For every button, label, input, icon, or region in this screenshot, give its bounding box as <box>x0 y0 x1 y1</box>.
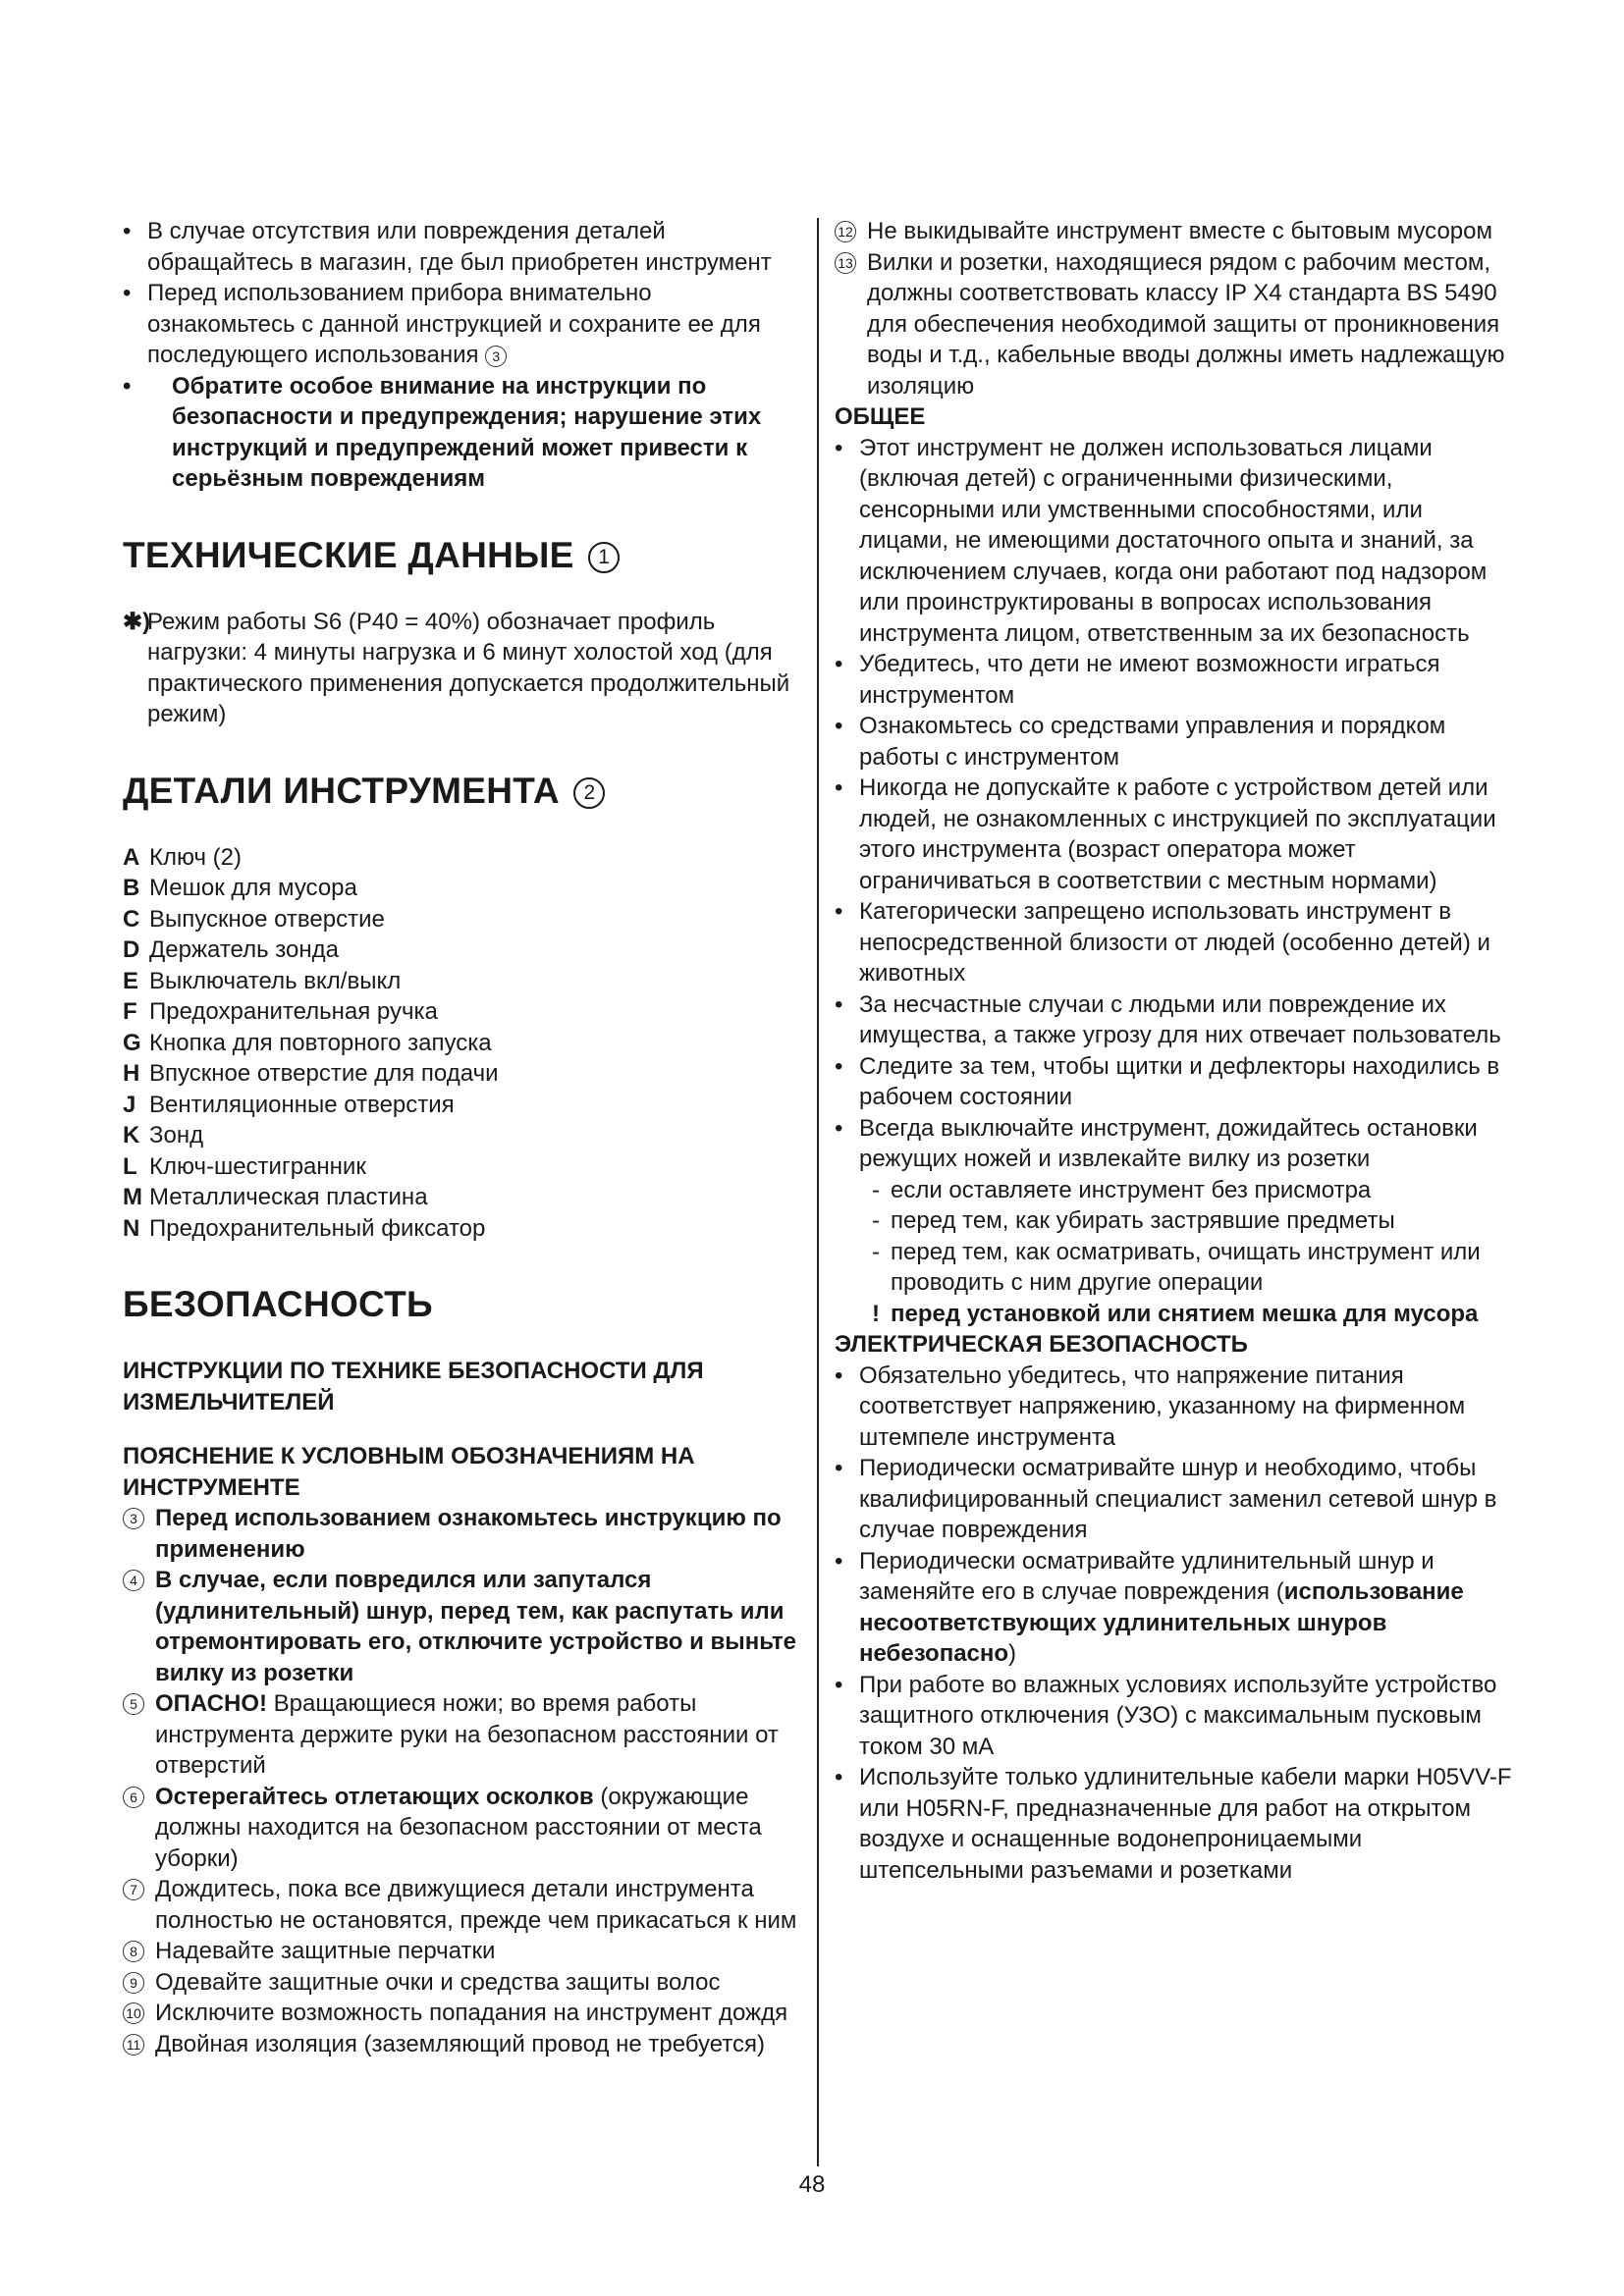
electric-bullet: • При работе во влажных условиях используйте устройство защитного отключения (УЗО) с максимальным пусковым током 30 мА <box>835 1670 1512 1763</box>
right-column <box>835 216 1512 1886</box>
symbol-10-item: 10 Исключите возможность попадания на инструмент дождя <box>123 1998 800 2029</box>
page-number: 48 <box>798 2171 826 2198</box>
part-item: A Ключ (2) <box>123 843 242 871</box>
symbol-9-item: 9 Одевайте защитные очки и средства защиты волос <box>123 1967 800 1999</box>
column-divider <box>817 218 819 2166</box>
general-warning-item: ! перед установкой или снятием мешка для мусора <box>835 1299 1512 1330</box>
general-dash-item: - перед тем, как осматривать, очищать инструмент или проводить с ним другие операции <box>835 1237 1512 1299</box>
part-item: H Впускное отверстие для подачи <box>123 1060 499 1087</box>
general-bullet: • Всегда выключайте инструмент, дожидайтесь остановки режущих ножей и извлекайте вилку из розетки <box>835 1113 1512 1175</box>
intro-bullet-read-manual: • Перед использованием прибора внимательно ознакомьтесь с данной инструкцией и сохраните ее для последующего использования 3 <box>123 278 800 371</box>
tech-data-note: ✱) Режим работы S6 (P40 = 40%) обозначает профиль нагрузки: 4 минуты нагрузка и 6 минут холостой ход (для практического применения допускается продолжительный режим) <box>123 608 790 727</box>
symbol-6-item: 6 Остерегайтесь отлетающих осколков (окружающие должны находится на безопасном расстоянии от места уборки) <box>123 1782 800 1875</box>
intro-bullet-safety-warning: • Обратите особое внимание на инструкции по безопасности и предупреждения; нарушение этих инструкций и предупреждений может привести к серьёзным повреждениям <box>123 371 800 495</box>
symbol-12-item: 12 Не выкидывайте инструмент вместе с бытовым мусором <box>835 216 1512 247</box>
symbol-8-item: 8 Надевайте защитные перчатки <box>123 1936 800 1967</box>
symbol-4-icon: 4 <box>123 1570 144 1591</box>
electric-bullet: • Периодически осматривайте шнур и необходимо, чтобы квалифицированный специалист заменил сетевой шнур в случае повреждения <box>835 1453 1512 1546</box>
part-item: D Держатель зонда <box>123 936 339 963</box>
symbol-13-item: 13 Вилки и розетки, находящиеся рядом с рабочим местом, должны соответствовать классу IP X4 стандарта BS 5490 для обеспечения необходимой защиты от проникновения воды и т.д., кабельные вводы должны иметь надлежащую изоляцию <box>835 247 1512 402</box>
part-item: F Предохранительная ручка <box>123 998 438 1025</box>
part-item: K Зонд <box>123 1122 204 1148</box>
part-item: G Кнопка для повторного запуска <box>123 1029 492 1056</box>
parts-ref: 2 <box>573 777 605 809</box>
general-bullet: • Никогда не допускайте к работе с устройством детей или людей, не ознакомленных с инструкцией по эксплуатации этого инструмента (возраст оператора может ограничиваться в соответствии с местным нормами) <box>835 773 1512 896</box>
part-item: J Вентиляционные отверстия <box>123 1091 455 1118</box>
symbol-5-item: 5 ОПАСНО! Вращающиеся ножи; во время работы инструмента держите руки на безопасном расстоянии от отверстий <box>123 1688 800 1782</box>
general-bullet: • Убедитесь, что дети не имеют возможности играться инструментом <box>835 649 1512 711</box>
electric-safety-heading: ЭЛЕКТРИЧЕСКАЯ БЕЗОПАСНОСТЬ <box>835 1331 1248 1358</box>
symbol-11-icon: 11 <box>123 2034 144 2056</box>
left-column <box>123 216 800 2059</box>
parts-heading: ДЕТАЛИ ИНСТРУМЕНТА 2 <box>123 770 800 813</box>
symbol-6-icon: 6 <box>123 1787 144 1808</box>
symbol-7-icon: 7 <box>123 1879 144 1900</box>
symbol-3-item: 3 Перед использованием ознакомьтесь инструкцию по применению <box>123 1503 800 1565</box>
part-item: M Металлическая пластина <box>123 1184 428 1210</box>
symbol-7-item: 7 Дождитесь, пока все движущиеся детали инструмента полностью не остановятся, прежде чем прикасаться к ним <box>123 1874 800 1936</box>
symbol-3-icon: 3 <box>123 1508 144 1529</box>
general-bullet: • За несчастные случаи с людьми или повреждение их имущества, а также угрозу для них отвечает пользователь <box>835 989 1512 1051</box>
symbol-11-item: 11 Двойная изоляция (заземляющий провод не требуется) <box>123 2029 800 2060</box>
general-bullet: • Следите за тем, чтобы щитки и дефлекторы находились в рабочем состоянии <box>835 1051 1512 1113</box>
general-bullet: • Категорически запрещено использовать инструмент в непосредственной близости от людей (особенно детей) и животных <box>835 896 1512 989</box>
asterisk-icon: ✱) <box>123 608 151 635</box>
symbol-13-icon: 13 <box>835 252 856 274</box>
general-bullet: • Ознакомьтесь со средствами управления и порядком работы с инструментом <box>835 711 1512 773</box>
intro-bullet-missing-parts: • В случае отсутствия или повреждения деталей обращайтесь в магазин, где был приобретен инструмент <box>123 216 800 278</box>
symbol-5-icon: 5 <box>123 1693 144 1715</box>
electric-bullet-extension: • Периодически осматривайте удлинительный шнур и заменяйте его в случае повреждения (использование несоответствующих удлинительных шнуров небезопасно) <box>835 1546 1512 1670</box>
part-item: E Выключатель вкл/выкл <box>123 967 402 994</box>
general-bullet: • Этот инструмент не должен использоваться лицами (включая детей) с ограниченными физическими, сенсорными или умственными способностями, или лицами, не имеющими достаточного опыта и знаний, за исключением случаев, когда они работают под надзором или проинструктированы в вопросах использования инструмента лицом, ответственным за их безопасность <box>835 433 1512 650</box>
symbol-4-item: 4 В случае, если повредился или запутался (удлинительный) шнур, перед тем, как распутать или отремонтировать его, отключите устройство и выньте вилку из розетки <box>123 1565 800 1688</box>
electric-bullet: • Используйте только удлинительные кабели марки H05VV-F или H05RN-F, предназначенные для работ на открытом воздухе и оснащенные водонепроницаемыми штепсельными разъемами и розетками <box>835 1762 1512 1886</box>
parts-list <box>123 842 800 1245</box>
general-heading: ОБЩЕЕ <box>835 403 926 430</box>
general-dash-item: - если оставляете инструмент без присмотра <box>835 1175 1512 1206</box>
symbol-ref-3: 3 <box>485 346 507 367</box>
tech-data-heading: ТЕХНИЧЕСКИЕ ДАННЫЕ 1 <box>123 534 800 577</box>
safety-heading: БЕЗОПАСНОСТЬ <box>123 1284 433 1324</box>
part-item: L Ключ-шестигранник <box>123 1152 366 1180</box>
symbol-8-icon: 8 <box>123 1941 144 1962</box>
part-item: C Выпускное отверстие <box>123 905 385 933</box>
symbol-9-icon: 9 <box>123 1972 144 1994</box>
safety-subheading-symbols: ПОЯСНЕНИЕ К УСЛОВНЫМ ОБОЗНАЧЕНИЯМ НА ИНСТРУМЕНТЕ <box>123 1443 695 1501</box>
safety-subheading-instructions: ИНСТРУКЦИИ ПО ТЕХНИКЕ БЕЗОПАСНОСТИ ДЛЯ ИЗМЕЛЬЧИТЕЛЕЙ <box>123 1358 704 1415</box>
tech-data-ref: 1 <box>588 542 620 573</box>
part-item: B Мешок для мусора <box>123 875 357 901</box>
general-dash-item: - перед тем, как убирать застрявшие предметы <box>835 1205 1512 1237</box>
electric-bullet: • Обязательно убедитесь, что напряжение питания соответствует напряжению, указанному на фирменном штемпеле инструмента <box>835 1361 1512 1454</box>
exclamation-icon: ! <box>872 1300 880 1327</box>
part-item: N Предохранительный фиксатор <box>123 1214 486 1242</box>
symbol-12-icon: 12 <box>835 221 856 242</box>
symbol-10-icon: 10 <box>123 2002 144 2024</box>
